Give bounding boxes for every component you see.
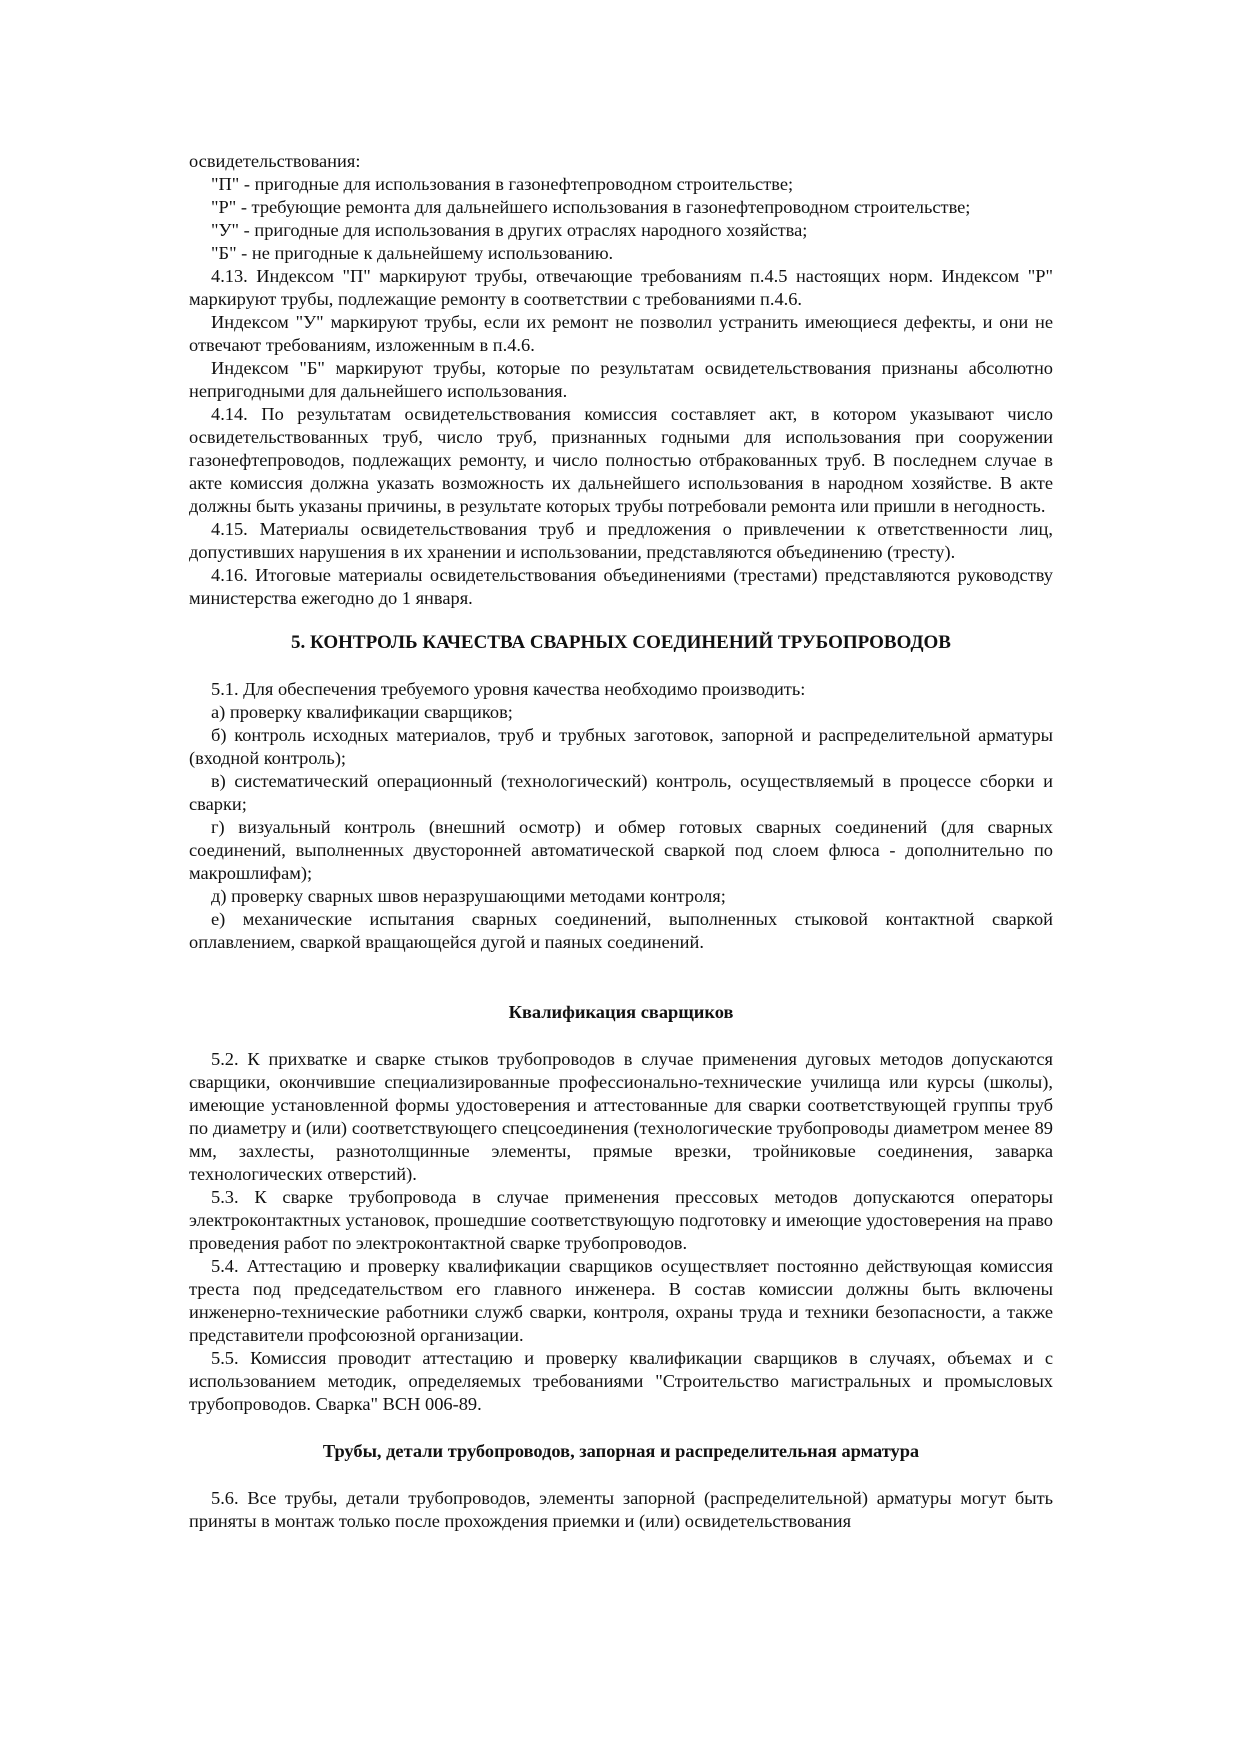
pipes-heading: Трубы, детали трубопроводов, запорная и распределительная арматура: [322, 1441, 920, 1461]
paragraph-index-p: "П" - пригодные для использования в газонефтепроводном строительстве;: [211, 174, 794, 194]
list-item-a: а) проверку квалификации сварщиков;: [211, 702, 513, 722]
paragraph-5-5: 5.5. Комиссия проводит аттестацию и проверку квалификации сварщиков в случаях, объемах и с использованием методик, определяемых требованиями "Строительство магистральных и промысловых трубопроводов. Сварка" ВСН 006-89.: [189, 1348, 1053, 1414]
paragraph-5-6: 5.6. Все трубы, детали трубопроводов, элементы запорной (распределительной) арматуры могут быть приняты в монтаж только после прохождения приемки и (или) освидетельствования: [189, 1488, 1053, 1531]
paragraph-index-r: "Р" - требующие ремонта для дальнейшего использования в газонефтепроводном строительстве;: [211, 197, 971, 217]
paragraph-4-13-u: Индексом "У" маркируют трубы, если их ремонт не позволил устранить имеющиеся дефекты, и они не отвечают требованиям, изложенным в п.4.6.: [189, 312, 1053, 355]
paragraph-index-b: "Б" - не пригодные к дальнейшему использованию.: [211, 243, 614, 263]
list-item-d: д) проверку сварных швов неразрушающими методами контроля;: [211, 886, 726, 906]
section-5-heading: 5. КОНТРОЛЬ КАЧЕСТВА СВАРНЫХ СОЕДИНЕНИЙ ТРУБОПРОВОДОВ: [291, 632, 951, 653]
list-item-e: е) механические испытания сварных соединений, выполненных стыковой контактной сваркой оплавлением, сваркой вращающейся дугой и паяных соединений.: [189, 909, 1053, 952]
paragraph-4-13-b: Индексом "Б" маркируют трубы, которые по результатам освидетельствования признаны абсолютно непригодными для дальнейшего использования.: [189, 358, 1053, 401]
paragraph-4-13: 4.13. Индексом "П" маркируют трубы, отвечающие требованиям п.4.5 настоящих норм. Индексом "Р" маркируют трубы, подлежащие ремонту в соответствии с требованиями п.4.6.: [189, 266, 1053, 309]
paragraph-4-14: 4.14. По результатам освидетельствования комиссия составляет акт, в котором указывают число освидетельствованных труб, число труб, признанных годными для использования при сооружении газонефтепроводов, подлежащих ремонту, и число полностью отбракованных труб. В последнем случае в акте комиссия должна указать возможность их дальнейшего использования в народном хозяйстве. В акте должны быть указаны причины, в результате которых трубы потребовали ремонта или пришли в негодность.: [189, 404, 1053, 516]
list-item-g: г) визуальный контроль (внешний осмотр) и обмер готовых сварных соединений (для сварных соединений, выполненных двусторонней автоматической сваркой под слоем флюса - дополнительно по макрошлифам);: [189, 817, 1053, 883]
paragraph-4-16: 4.16. Итоговые материалы освидетельствования объединениями (трестами) представляются руководству министерства ежегодно до 1 января.: [189, 565, 1053, 608]
qualification-heading: Квалификация сварщиков: [508, 1002, 734, 1022]
list-item-v: в) систематический операционный (технологический) контроль, осуществляемый в процессе сборки и сварки;: [189, 771, 1053, 814]
paragraph-4-15: 4.15. Материалы освидетельствования труб и предложения о привлечении к ответственности лиц, допустивших нарушения в их хранении и использовании, представляются объединению (тресту).: [189, 519, 1053, 562]
paragraph-index-u: "У" - пригодные для использования в других отраслях народного хозяйства;: [211, 220, 808, 240]
paragraph-continuation: освидетельствования:: [189, 151, 361, 171]
paragraph-5-3: 5.3. К сварке трубопровода в случае применения прессовых методов допускаются операторы электроконтактных установок, прошедшие соответствующую подготовку и имеющие удостоверения на право проведения работ по электроконтактной сварке трубопроводов.: [189, 1187, 1053, 1253]
page-content: [189, 150, 1053, 1533]
paragraph-5-2: 5.2. К прихватке и сварке стыков трубопроводов в случае применения дуговых методов допускаются сварщики, окончившие специализированные профессионально-технические училища или курсы (школы), имеющие установленной формы удостоверения и аттестованные для сварки соответствующей группы труб по диаметру и (или) соответствующего спецсоединения (технологические трубопроводы диаметром менее 89 мм, захлесты, разнотолщинные элементы, прямые врезки, тройниковые соединения, заварка технологических отверстий).: [189, 1049, 1053, 1184]
paragraph-5-1: 5.1. Для обеспечения требуемого уровня качества необходимо производить:: [211, 679, 806, 699]
list-item-b: б) контроль исходных материалов, труб и трубных заготовок, запорной и распределительной арматуры (входной контроль);: [189, 725, 1053, 768]
paragraph-5-4: 5.4. Аттестацию и проверку квалификации сварщиков осуществляет постоянно действующая комиссия треста под председательством его главного инженера. В состав комиссии должны быть включены инженерно-технические работники служб сварки, контроля, охраны труда и техники безопасности, а также представители профсоюзной организации.: [189, 1256, 1053, 1345]
